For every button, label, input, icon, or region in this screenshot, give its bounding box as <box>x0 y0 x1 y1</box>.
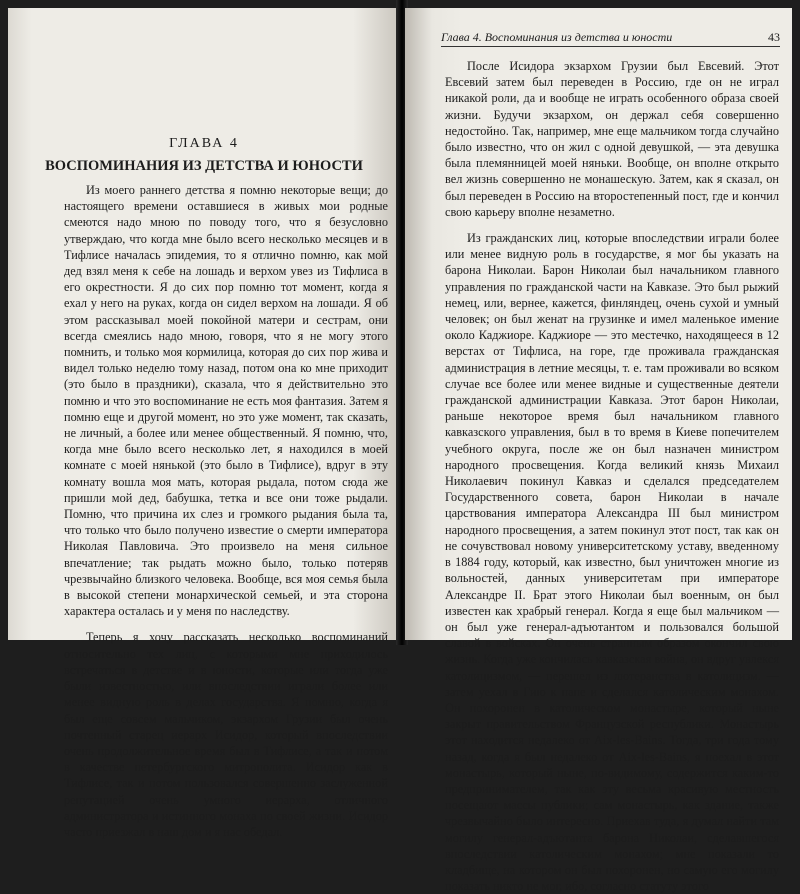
left-body-text <box>64 182 388 840</box>
right-page <box>405 8 792 894</box>
paragraph: Из гражданских лиц, которые впоследствии играли более или менее видную роль в государстве, я мог бы указать на барона Николаи. Барон Николаи был начальником главного управления по гражданской части на Кавказе. Это был рыжий немец, или, вернее, кажется, финляндец, очень сухой и умный человек; он был женат на грузинке и имел маленькое имение около Каджиоре. Каджиоре — это местечко, находящееся в 12 верстах от Тифлиса, на горе, где проживала гражданская администрация в летние месяцы, т. е. там проживали во всяком случае все более или менее видные и существенные деятели гражданской администрации Кавказа. Этот барон Николаи, раньше некоторое время был начальником главного кавказского управления, был в то время в Киеве попечителем учебного округа, после же он был назначен министром народного просвещения. Когда великий князь Михаил Николаевич покинул Кавказ и сделался председателем Государственного совета, барон Николаи в начале царствования императора Александра III был министром народного просвещения, а затем покинул этот пост, так как он не сочувствовал новому университетскому уставу, введенному в 1884 году, который, как известно, был уничтожен многие из вольностей, данных университетам при императоре Александре II. Брат этого Николаи был военным, он был известен как храбрый генерал. Когда я еще был мальчиком — он был уже генерал-адъютантом и пользовался большой славой в войсках. Он очень странным образом окончил свою жизнь. Когда уже кончилась кавказская война, он вдруг увлекся католицизмом, — перешел из лютеранства в католицизм. — затем уехал в Гию к папе и сделался католическим монахом. Он похоронен в католическом монастыре, который ныне закрыт правительством Французской республики. Монастырь этот находится недалеко от Aix-les-Bains. Тогда, три года тому назад, когда я был недалеко от Aix-les-Bains, я поехал в этот монастырь, который ныне, по-видимому, содержится каким-то предпринимателем, так как эту весьма красивую местность посещают массы публики; сам монастырь, как здание, также чрезвычайно было интересно. Приехав туда, я думал найти там могилу генерал-адъютанта барона Николаи, сделавшегося впоследствии католическим монахом; мне показали то кладбище, на котором он был похоронен, но самую его могилу показать никто не мог, ибо, согласно статуту этого <box>445 231 779 894</box>
running-header <box>441 28 780 47</box>
left-page <box>8 8 400 839</box>
right-body-text <box>445 58 779 894</box>
paragraph: Из моего раннего детства я помню некоторые вещи; до настоящего времени оставшиеся в живых мои родные смеются надо мною по поводу того, что я безусловно утверждаю, что когда мне было всего несколько месяцев и в Тифлисе началась эпидемия, то я отлично помню, как мой дед взял меня к себе на лошадь и верхом увез из Тифлиса в его окрестности. Я до сих пор помню тот момент, когда я ехал у него на руках, когда он сидел верхом на лошади. Я об этом рассказывал моей покойной матери и сестрам, они всегда смеялись надо мною, говоря, что я не могу этого помнить, и только моя кормилица, которая до сих пор жива и видел только неделю тому назад, потом она ко мне приходит (это было в праздники), сказала, что я действительно это помню и что это воспоминание не есть моя фантазия. Затем я помню еще и другой момент, но это уже момент, так сказать, не личный, а более или менее общественный. Я помню, что, когда мне было всего несколько лет, я находился в моей комнате с моей нянькой (это было в Тифлисе), вдруг в эту комнату вошла моя мать, которая рыдала, потом сюда же пришли мой дед, бабушка, тетка и все они тоже рыдали. Помню, что причина их слез и громкого рыдания была та, что только что было получено известие о смерти императора Николая Павловича. Это произвело на меня сильное впечатление; так рыдать можно было, только потеряв чрезвычайно близкого человека. Вообще, вся моя семья была в высокой степени монархической семьей, и эта сторона характера осталась и у меня по наследству. <box>64 183 388 619</box>
running-header-title: Глава 4. Воспоминания из детства и юности <box>441 30 673 44</box>
paragraph: Теперь я хочу рассказать несколько воспоминаний относительно тех лиц, с которыми мне приходилось встречаться в детстве и в юности, которые или тогда уже были известностью, или впоследствии играли более или менее видную роль в делах государства. Я помню, когда я был еще совсем мальчиком, экзархом Грузии был очень почтенный старец иерарх Исидор, который впоследствии очень продолжительное время был в Тифлисе, а так и потом в качестве петербургского митрополита. Исидор как в Тифлисе, так и потом пользовался совершенно заслуженной репутацией очень умного иерарха, отличного администратора и истинного монаха по своей жизни. Исидор часто приезжал в наш дом и я нас обедал. <box>64 630 388 839</box>
chapter-label: ГЛАВА 4 <box>169 136 239 151</box>
chapter-title: ВОСПОМИНАНИЯ ИЗ ДЕТСТВА И ЮНОСТИ <box>45 158 363 174</box>
page-number: 43 <box>768 30 780 44</box>
paragraph: После Исидора экзархом Грузии был Евсевий. Этот Евсевий затем был переведен в Россию, где он не играл никакой роли, да и вообще не играть особенного образа своей жизни. Будучи экзархом, он держал себя совершенно недостойно. Так, например, мне еще мальчиком тогда случайно было известно, что он жил с одной девушкой, — эта девушка была племянницей моей няньки. Вообще, он вполне открыто вел жизнь совершенно не монашескую. Затем, как я сказал, он был переведен в Россию на второстепенный пост, где и кончил свою карьеру вполне незаметно. <box>445 59 779 219</box>
